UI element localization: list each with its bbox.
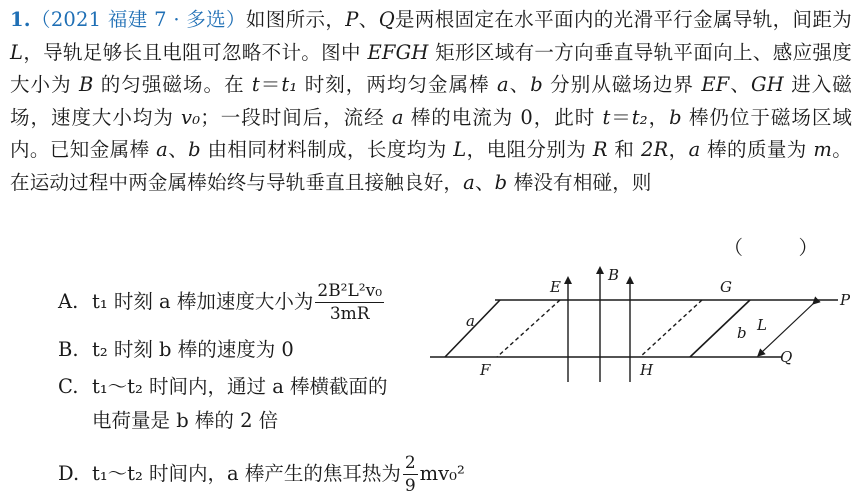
dimension-l: [760, 302, 815, 354]
label-p: P: [840, 291, 850, 309]
option-c-text-line2: 电荷量是 b 棒的 2 倍: [92, 409, 279, 432]
option-b-key: B.: [58, 338, 79, 361]
label-q: Q: [780, 348, 793, 366]
label-g: G: [720, 278, 732, 296]
question-number: 1.: [10, 8, 31, 31]
label-b-rod: b: [737, 324, 747, 342]
label-h: H: [640, 361, 654, 379]
option-a-key: A.: [58, 290, 79, 313]
answer-bracket: （ ）: [723, 236, 836, 259]
label-l: L: [757, 316, 767, 334]
option-c-key: C.: [58, 375, 79, 398]
boundary-gh: [640, 300, 702, 357]
label-e: E: [550, 278, 561, 296]
option-a-text: t₁ 时刻 a 棒加速度大小为: [92, 290, 314, 313]
option-b-text: t₂ 时刻 b 棒的速度为 0: [92, 338, 294, 361]
label-f: F: [480, 361, 491, 379]
option-d-key: D.: [58, 462, 80, 485]
option-d[interactable]: D. t₁～t₂ 时间内，a 棒产生的焦耳热为 $\frac{2}{9}$ mv₀²: [58, 453, 465, 496]
option-c-text-line1: t₁～t₂ 时间内，通过 a 棒横截面的: [92, 375, 388, 398]
option-d-text: t₁～t₂ 时间内，a 棒产生的焦耳热为: [92, 462, 401, 485]
rails-magnetic-field-diagram: [420, 262, 850, 402]
option-a[interactable]: [58, 280, 386, 325]
option-a-fraction: $\frac{\text{2B²L²v₀}}{3mR}$: [317, 281, 383, 324]
question-stem: 1.（2021 福建 7 · 多选）如图所示，P、Q是两根固定在水平面内的光滑平行金属导轨，间距为 L，导轨足够长且电阻可忽略不计。图中 EFGH 矩形区域有一方向垂直导轨平面向上、感应强度大小为 B 的匀强磁场。在 t＝t₁ 时刻，两均匀金属棒 a、b 分别从磁场边界 EF、GH 进入磁场，速度大小均为 v₀；一段时间后，流经 a 棒的电流为 0，此时 t＝t₂，b 棒仍位于磁场区域内。已知金属棒 a、b 由相同材料制成，长度均为 L，电阻分别为 R 和 2R，a 棒的质量为 m。在运动过程中两金属棒始终与导轨垂直且接触良好，a、b 棒没有相碰，则: [10, 8, 853, 194]
option-c[interactable]: [58, 370, 388, 438]
label-b-field: B: [608, 266, 620, 284]
question-source: （2021 福建 7 · 多选）: [30, 8, 246, 31]
option-d-fraction: $\frac{2}{9}$: [404, 453, 416, 496]
option-b[interactable]: [58, 334, 294, 362]
label-a: a: [466, 312, 475, 330]
boundary-ef: [497, 300, 560, 357]
